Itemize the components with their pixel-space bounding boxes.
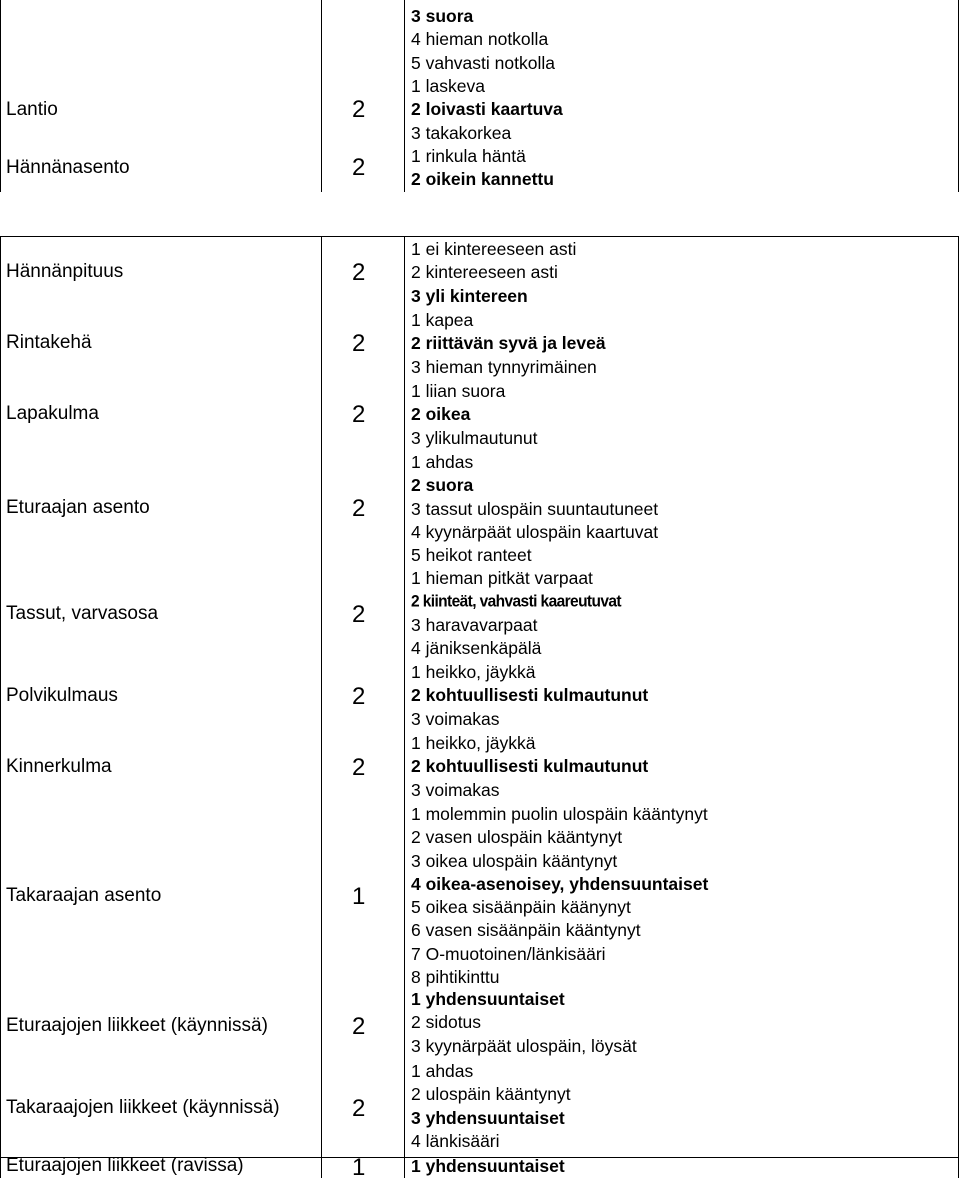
option-item: 5 heikot ranteet bbox=[411, 545, 532, 566]
table-divider-2 bbox=[404, 0, 405, 192]
option-list bbox=[411, 75, 563, 145]
option-list bbox=[411, 5, 555, 75]
option-list bbox=[411, 732, 648, 802]
option-item: 7 O-muotoinen/länkisääri bbox=[411, 943, 606, 964]
criterion-label: Eturaajojen liikkeet (käynnissä) bbox=[6, 1015, 268, 1036]
criterion-score: 2 bbox=[352, 259, 366, 286]
criterion-score: 2 bbox=[352, 330, 366, 357]
criterion-score: 2 bbox=[352, 1095, 366, 1122]
criterion-label: Rintakehä bbox=[6, 332, 92, 353]
criterion-score: 2 bbox=[352, 154, 366, 181]
option-item: 6 vasen sisäänpäin kääntynyt bbox=[411, 920, 641, 941]
option-item: 3 takakorkea bbox=[411, 122, 512, 143]
option-item: 3 kyynärpäät ulospäin, löysät bbox=[411, 1035, 637, 1056]
table-left-border bbox=[0, 0, 1, 192]
criterion-label: Lapakulma bbox=[6, 403, 99, 424]
table-right-border bbox=[958, 236, 959, 1178]
option-list bbox=[411, 988, 637, 1058]
option-list bbox=[411, 309, 606, 379]
option-item: 1 kapea bbox=[411, 310, 474, 330]
option-list bbox=[411, 145, 554, 192]
option-item: 1 laskeva bbox=[411, 76, 485, 96]
option-item-selected: 3 suora bbox=[411, 6, 474, 26]
option-item-selected: 2 kiinteät, vahvasti kaareutuvat bbox=[411, 592, 621, 612]
option-item: 4 kyynärpäät ulospäin kaartuvat bbox=[411, 521, 659, 542]
option-item: 3 haravavarpaat bbox=[411, 614, 538, 635]
option-item: 8 pihtikinttu bbox=[411, 967, 500, 988]
table-left-border bbox=[0, 236, 1, 1178]
criterion-score: 2 bbox=[352, 401, 366, 428]
option-item-selected: 2 oikein kannettu bbox=[411, 169, 554, 190]
option-item: 3 voimakas bbox=[411, 708, 500, 729]
criterion-label: Kinnerkulma bbox=[6, 756, 112, 777]
option-item-selected: 3 yli kintereen bbox=[411, 285, 528, 306]
criterion-score: 2 bbox=[352, 96, 366, 123]
criterion-score: 2 bbox=[352, 1013, 366, 1040]
option-item: 1 rinkula häntä bbox=[411, 146, 526, 166]
criterion-label: Eturaajojen liikkeet (ravissa) bbox=[6, 1155, 244, 1176]
option-list bbox=[411, 803, 708, 989]
option-item: 2 kintereeseen asti bbox=[411, 262, 558, 283]
option-item: 5 vahvasti notkolla bbox=[411, 52, 555, 73]
option-item: 1 heikko, jäykkä bbox=[411, 662, 536, 682]
table-divider-1 bbox=[321, 0, 322, 192]
option-item: 4 jäniksenkäpälä bbox=[411, 637, 542, 658]
table-divider-1 bbox=[321, 236, 322, 1178]
option-item: 3 voimakas bbox=[411, 779, 500, 800]
criterion-label: Takaraajan asento bbox=[6, 885, 162, 906]
option-list bbox=[411, 1155, 565, 1178]
option-item: 2 ulospäin kääntynyt bbox=[411, 1084, 571, 1105]
option-list bbox=[411, 380, 537, 450]
option-item-selected: 2 riittävän syvä ja leveä bbox=[411, 333, 606, 354]
option-item-selected: 1 yhdensuuntaiset bbox=[411, 989, 565, 1009]
option-list bbox=[411, 238, 576, 308]
criterion-score: 1 bbox=[352, 1154, 366, 1181]
option-item-selected: 2 kohtuullisesti kulmautunut bbox=[411, 756, 649, 777]
criterion-score: 2 bbox=[352, 683, 366, 710]
table-divider-2 bbox=[404, 236, 405, 1178]
option-item: 3 tassut ulospäin suuntautuneet bbox=[411, 498, 659, 519]
criterion-label: Eturaajan asento bbox=[6, 497, 150, 518]
criterion-score: 2 bbox=[352, 754, 366, 781]
option-item: 1 ahdas bbox=[411, 452, 474, 472]
option-list bbox=[411, 1060, 571, 1153]
criterion-score: 2 bbox=[352, 601, 366, 628]
option-list bbox=[411, 661, 648, 731]
criterion-score: 2 bbox=[352, 495, 366, 522]
option-item: 1 heikko, jäykkä bbox=[411, 733, 536, 753]
criterion-label: Takaraajojen liikkeet (käynnissä) bbox=[6, 1097, 280, 1118]
option-item: 1 liian suora bbox=[411, 381, 506, 401]
option-item: 1 molemmin puolin ulospäin kääntynyt bbox=[411, 804, 708, 824]
option-item: 5 oikea sisäänpäin käänynyt bbox=[411, 897, 631, 918]
criterion-label: Lantio bbox=[6, 99, 58, 120]
option-item-selected: 4 oikea-asenoisey, yhdensuuntaiset bbox=[411, 873, 709, 894]
option-item-selected: 2 kohtuullisesti kulmautunut bbox=[411, 685, 649, 706]
option-list bbox=[411, 567, 621, 660]
criterion-score: 1 bbox=[352, 883, 366, 910]
option-item: 1 ahdas bbox=[411, 1061, 474, 1081]
option-item: 2 sidotus bbox=[411, 1012, 482, 1033]
option-list bbox=[411, 451, 658, 567]
option-item: 4 hieman notkolla bbox=[411, 29, 549, 50]
table-right-border bbox=[958, 0, 959, 192]
option-item: 4 länkisääri bbox=[411, 1130, 500, 1151]
option-item-selected: 1 yhdensuuntaiset bbox=[411, 1156, 565, 1176]
criterion-label: Polvikulmaus bbox=[6, 685, 118, 706]
criterion-label: Hännänpituus bbox=[6, 261, 124, 282]
option-item-selected: 2 loivasti kaartuva bbox=[411, 99, 563, 120]
table-top-border bbox=[0, 236, 959, 237]
option-item-selected: 2 suora bbox=[411, 475, 474, 496]
option-item: 2 vasen ulospäin kääntynyt bbox=[411, 827, 623, 848]
option-item-selected: 3 yhdensuuntaiset bbox=[411, 1107, 565, 1128]
option-item: 1 hieman pitkät varpaat bbox=[411, 568, 593, 588]
option-item-selected: 2 oikea bbox=[411, 404, 471, 425]
criterion-label: Tassut, varvasosa bbox=[6, 603, 159, 624]
criterion-label: Hännänasento bbox=[6, 157, 130, 178]
option-item: 3 hieman tynnyrimäinen bbox=[411, 356, 597, 377]
option-item: 1 ei kintereeseen asti bbox=[411, 239, 577, 259]
option-item: 3 ylikulmautunut bbox=[411, 427, 538, 448]
option-item: 3 oikea ulospäin kääntynyt bbox=[411, 850, 618, 871]
